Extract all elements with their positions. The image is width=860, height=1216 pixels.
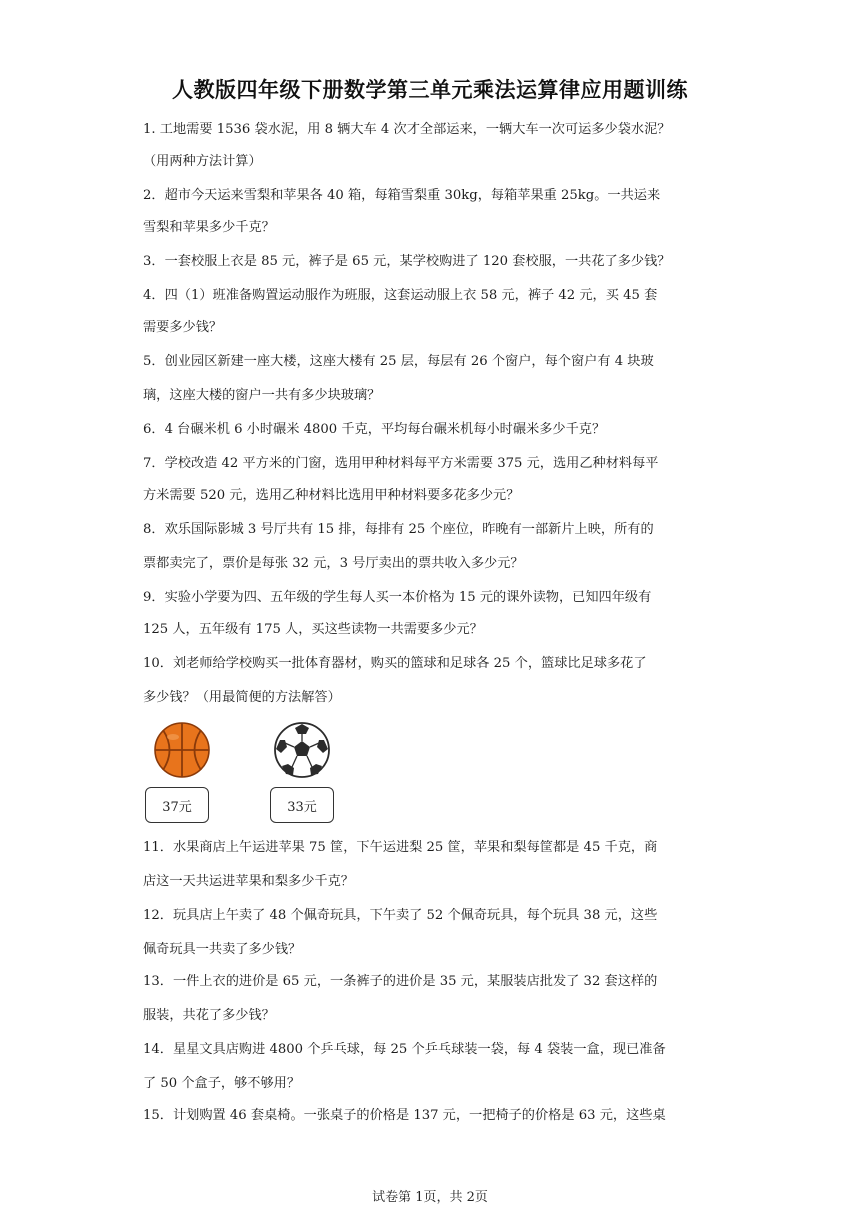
- question-line: 6．4 台碾米机 6 小时碾米 4800 千克，平均每台碾米机每小时碾米多少千克？: [143, 422, 606, 437]
- question-line: 店这一天共运进苹果和梨多少千克？: [143, 874, 354, 889]
- page-footer: 试卷第 1页，共 2页: [372, 1190, 488, 1205]
- question-line: 12．玩具店上午卖了 48 个佩奇玩具，下午卖了 52 个佩奇玩具，每个玩具 38 元，这些: [143, 908, 658, 923]
- question-line: 方米需要 520 元，选用乙种材料比选用甲种材料要多花多少元？: [143, 488, 520, 503]
- question-line: 璃，这座大楼的窗户一共有多少块玻璃？: [143, 388, 381, 403]
- question-line: 15．计划购置 46 套桌椅。一张桌子的价格是 137 元，一把椅子的价格是 63 元，这些桌: [143, 1108, 666, 1123]
- soccer-ball-icon: [274, 722, 330, 778]
- question-line: 7．学校改造 42 平方米的门窗，选用甲种材料每平方米需要 375 元，选用乙种材料每平: [143, 456, 659, 471]
- question-line: 11．水果商店上午运进苹果 75 筐，下午运进梨 25 筐，苹果和梨每筐都是 45 千克，商: [143, 840, 658, 855]
- question-line: 票都卖完了，票价是每张 32 元，3 号厅卖出的票共收入多少元？: [143, 556, 524, 571]
- page-title: 人教版四年级下册数学第三单元乘法运算律应用题训练: [172, 78, 688, 102]
- question-line: 4．四（1）班准备购置运动服作为班服，这套运动服上衣 58 元，裤子 42 元，买 45 套: [143, 288, 658, 303]
- question-line: 2．超市今天运来雪梨和苹果各 40 箱，每箱雪梨重 30kg，每箱苹果重 25kg。一共运来: [143, 188, 661, 203]
- question-line: 1. 工地需要 1536 袋水泥，用 8 辆大车 4 次才全部运来，一辆大车一次可运多少袋水泥？: [143, 122, 671, 137]
- question-line: 多少钱？（用最简便的方法解答）: [143, 690, 341, 705]
- question-line: 9．实验小学要为四、五年级的学生每人买一本价格为 15 元的课外读物，已知四年级有: [143, 590, 652, 605]
- basketball-icon: [154, 722, 210, 778]
- question-line: 8．欢乐国际影城 3 号厅共有 15 排，每排有 25 个座位，昨晚有一部新片上映，所有的: [143, 522, 654, 537]
- question-line: 3．一套校服上衣是 85 元，裤子是 65 元，某学校购进了 120 套校服，一共花了多少钱？: [143, 254, 671, 269]
- question-line: 5．创业园区新建一座大楼，这座大楼有 25 层，每层有 26 个窗户，每个窗户有 4 块玻: [143, 354, 654, 369]
- question-line: 了 50 个盒子，够不够用？: [143, 1076, 301, 1091]
- question-line: 13．一件上衣的进价是 65 元，一条裤子的进价是 35 元，某服装店批发了 32 套这样的: [143, 974, 658, 989]
- soccer-price-tag: 33元: [270, 787, 334, 823]
- question-line: 雪梨和苹果多少千克？: [143, 220, 275, 235]
- question-line: 服装，共花了多少钱？: [143, 1008, 275, 1023]
- question-line: 需要多少钱？: [143, 320, 223, 335]
- question-line: 125 人，五年级有 175 人，买这些读物一共需要多少元？: [143, 622, 483, 637]
- question-line: 14．星星文具店购进 4800 个乒乓球，每 25 个乒乓球装一袋，每 4 袋装一盒，现已准备: [143, 1042, 666, 1057]
- question-line: 佩奇玩具一共卖了多少钱？: [143, 942, 302, 957]
- basketball-price-tag: 37元: [145, 787, 209, 823]
- question-line: （用两种方法计算）: [143, 154, 262, 169]
- question-line: 10．刘老师给学校购买一批体育器材，购买的篮球和足球各 25 个，篮球比足球多花了: [143, 656, 647, 671]
